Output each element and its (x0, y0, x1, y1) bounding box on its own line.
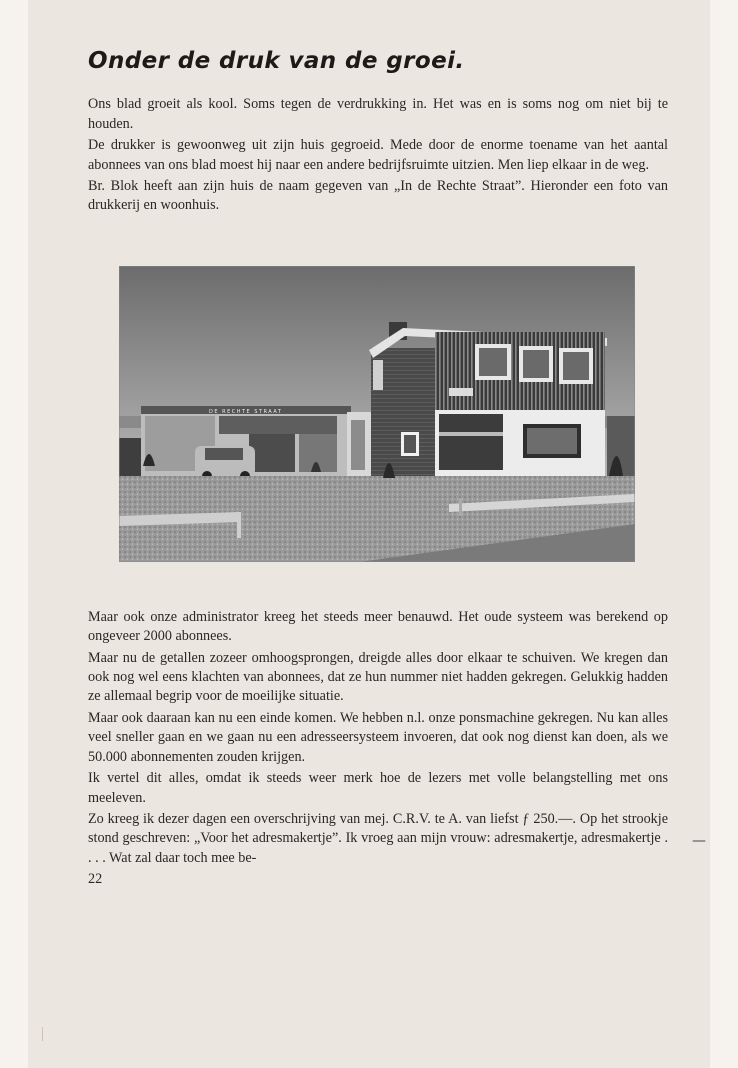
margin-mark: — (692, 833, 706, 849)
page-number: 22 (88, 871, 103, 888)
intro-paragraph-3: Br. Blok heeft aan zijn huis de naam gegeven van „In de Rechte Straat”. Hieronder een foto van drukkerij en woonhuis. (88, 178, 668, 214)
article (88, 48, 668, 890)
intro-paragraph-2: De drukker is gewoonweg uit zijn huis gegroeid. Mede door de enorme toename van het aantal abonnees van ons blad moest hij naar een andere bedrijfsruimte uitzien. Men liep elkaar in de weg. (88, 137, 668, 173)
photo-signage: DE RECHTE STRAAT (209, 408, 283, 415)
article-title: Onder de druk van de groei. (88, 48, 465, 74)
body-paragraph-3: Maar ook daaraan kan nu een einde komen. We hebben n.l. onze ponsmachine gekregen. Nu kan alles veel sneller gaan en we gaan nu een adresseersysteem invoeren, dat ook nog dienst kan doen, als we 50.000 abonnementen zouden krijgen. (88, 709, 668, 765)
article-body (88, 608, 668, 890)
body-paragraph-2: Maar nu de getallen zozeer omhoogsprongen, dreigde alles door elkaar te schuiven. We kregen dan ook nog wel eens klachten van abonnees, dat ze hun nummer niet hadden gekregen. Gelukkig hadden ze allemaal begrip voor de moeilijke situatie. (88, 649, 668, 705)
body-paragraph-4: Ik vertel dit alles, omdat ik steeds weer merk hoe de lezers met volle belangstelling met ons meeleven. (88, 770, 668, 806)
body-paragraph-5: Zo kreeg ik dezer dagen een overschrijving van mej. C.R.V. te A. van liefst ƒ 250.—. Op het strookje stond geschreven: „Voor het adresmakertje”. Ik vroeg aan mijn vrouw: adresmakertje, adresmakertje . . . . Wat zal daar toch mee be- (88, 810, 668, 866)
photo-printing-house (119, 266, 635, 562)
paper-mark (42, 1027, 49, 1041)
intro-paragraph-1: Ons blad groeit als kool. Soms tegen de verdrukking in. Het was en is soms nog om niet bij te houden. (88, 96, 668, 132)
body-paragraph-1: Maar ook onze administrator kreeg het steeds meer benauwd. Het oude systeem was berekend op ongeveer 2000 abonnees. (88, 608, 668, 645)
